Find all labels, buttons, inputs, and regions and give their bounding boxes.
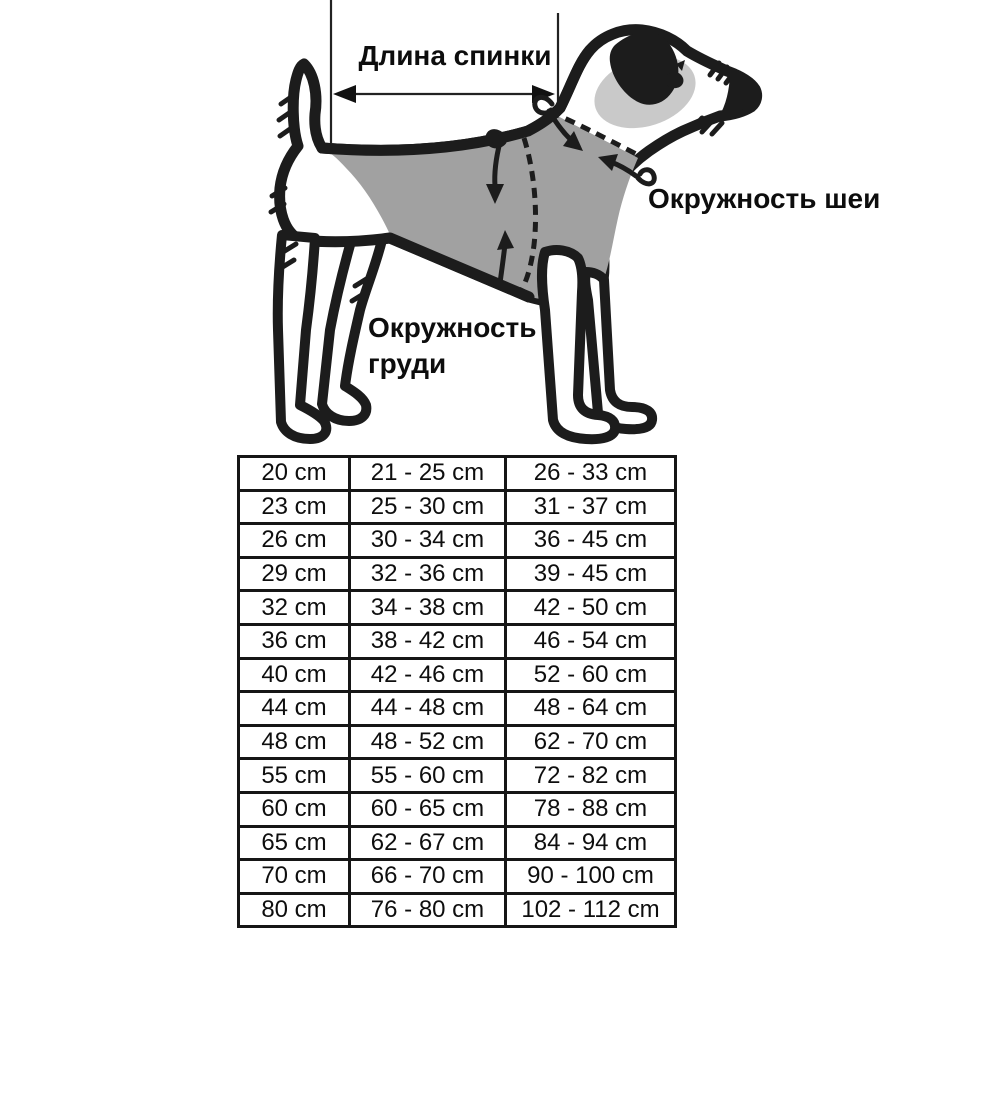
table-row (239, 792, 676, 826)
table-cell: 21 - 25 cm (350, 457, 506, 491)
chest-girth-label (368, 310, 536, 383)
table-row (239, 658, 676, 692)
table-cell: 70 cm (239, 860, 350, 894)
table-cell: 29 cm (239, 557, 350, 591)
table-cell: 62 - 67 cm (350, 826, 506, 860)
table-cell: 55 cm (239, 759, 350, 793)
table-row (239, 490, 676, 524)
table-cell: 66 - 70 cm (350, 860, 506, 894)
table-cell: 38 - 42 cm (350, 624, 506, 658)
table-row (239, 759, 676, 793)
table-cell: 60 - 65 cm (350, 792, 506, 826)
table-cell: 26 cm (239, 524, 350, 558)
table-cell: 48 - 64 cm (506, 692, 676, 726)
table-cell: 36 cm (239, 624, 350, 658)
chest-girth-label-line1: Окружность (368, 312, 537, 343)
table-row (239, 826, 676, 860)
table-row (239, 457, 676, 491)
table-row (239, 725, 676, 759)
table-cell: 30 - 34 cm (350, 524, 506, 558)
table-cell: 76 - 80 cm (350, 893, 506, 927)
table-cell: 26 - 33 cm (506, 457, 676, 491)
chest-girth-label-line2: груди (368, 348, 447, 380)
table-cell: 60 cm (239, 792, 350, 826)
table-cell: 40 cm (239, 658, 350, 692)
table-row (239, 692, 676, 726)
table-cell: 48 - 52 cm (350, 725, 506, 759)
table-row (239, 860, 676, 894)
table-row (239, 557, 676, 591)
table-cell: 44 - 48 cm (350, 692, 506, 726)
table-cell: 32 cm (239, 591, 350, 625)
size-table (237, 455, 677, 928)
size-table-body (239, 457, 676, 927)
table-cell: 20 cm (239, 457, 350, 491)
table-cell: 65 cm (239, 826, 350, 860)
table-row (239, 893, 676, 927)
table-row (239, 591, 676, 625)
back-length-label: Длина спинки (358, 40, 552, 71)
table-cell: 48 cm (239, 725, 350, 759)
table-cell: 102 - 112 cm (506, 893, 676, 927)
table-cell: 52 - 60 cm (506, 658, 676, 692)
table-cell: 36 - 45 cm (506, 524, 676, 558)
table-cell: 62 - 70 cm (506, 725, 676, 759)
table-cell: 84 - 94 cm (506, 826, 676, 860)
table-cell: 42 - 46 cm (350, 658, 506, 692)
table-cell: 42 - 50 cm (506, 591, 676, 625)
dog-far-front-leg (585, 272, 652, 429)
table-cell: 39 - 45 cm (506, 557, 676, 591)
table-row (239, 624, 676, 658)
table-cell: 32 - 36 cm (350, 557, 506, 591)
table-cell: 80 cm (239, 893, 350, 927)
table-cell: 44 cm (239, 692, 350, 726)
table-cell: 72 - 82 cm (506, 759, 676, 793)
table-cell: 90 - 100 cm (506, 860, 676, 894)
table-cell: 78 - 88 cm (506, 792, 676, 826)
table-cell: 34 - 38 cm (350, 591, 506, 625)
table-cell: 25 - 30 cm (350, 490, 506, 524)
neck-girth-label: Окружность шеи (648, 183, 881, 214)
table-cell: 55 - 60 cm (350, 759, 506, 793)
table-cell: 46 - 54 cm (506, 624, 676, 658)
table-cell: 31 - 37 cm (506, 490, 676, 524)
table-cell: 23 cm (239, 490, 350, 524)
table-row (239, 524, 676, 558)
